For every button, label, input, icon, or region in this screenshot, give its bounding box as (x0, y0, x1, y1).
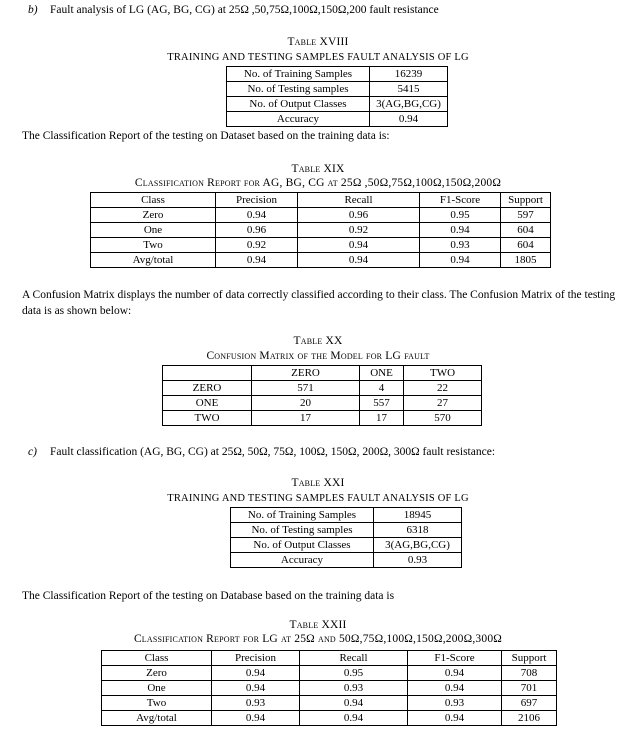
table-cell: 0.94 (298, 253, 420, 268)
table-row (227, 112, 448, 127)
table-cell: 697 (502, 696, 557, 711)
table-cell: 18945 (374, 508, 462, 523)
table-cell: 0.94 (216, 208, 298, 223)
table-cell: 3(AG,BG,CG) (370, 97, 448, 112)
section-c-text: Fault classification (AG, BG, CG) at 25Ω, 50Ω, 75Ω, 100Ω, 150Ω, 200Ω, 300Ω fault resistance: (50, 446, 496, 458)
table-cell: No. of Output Classes (227, 97, 370, 112)
table-cell: 0.94 (212, 711, 300, 726)
table-cell: Zero (91, 208, 216, 223)
table-row (163, 411, 482, 426)
column-header: ZERO (252, 366, 360, 381)
table-cell: Avg/total (91, 253, 216, 268)
table-cell: 604 (501, 238, 551, 253)
table-cell: 27 (404, 396, 482, 411)
table-row (231, 538, 462, 553)
table-cell: 4 (360, 381, 404, 396)
column-header: ONE (360, 366, 404, 381)
table-cell: 0.94 (408, 666, 502, 681)
table-cell: 0.93 (374, 553, 462, 568)
column-header: F1-Score (408, 651, 502, 666)
table-cell: 0.94 (300, 696, 408, 711)
table-cell: 2106 (502, 711, 557, 726)
table-cell: Accuracy (231, 553, 374, 568)
table-cell: 0.95 (300, 666, 408, 681)
table-cell: 0.94 (212, 666, 300, 681)
table-cell: One (91, 223, 216, 238)
table-cell: One (102, 681, 212, 696)
table-21 (230, 507, 462, 568)
column-header: TWO (404, 366, 482, 381)
table-20-number: Table XX (293, 335, 343, 347)
table-cell: 1805 (501, 253, 551, 268)
table-20-caption: Confusion Matrix of the Model for LG fault (206, 350, 430, 362)
table-cell: 570 (404, 411, 482, 426)
table-cell: 0.96 (298, 208, 420, 223)
column-header: F1-Score (420, 193, 501, 208)
table-cell: 17 (252, 411, 360, 426)
table-cell: 0.94 (212, 681, 300, 696)
table-18-caption: TRAINING AND TESTING SAMPLES FAULT ANALYSIS OF LG (167, 52, 469, 63)
table-cell: 0.94 (408, 681, 502, 696)
table-row (102, 666, 557, 681)
table-cell: No. of Testing samples (231, 523, 374, 538)
table-cell: 701 (502, 681, 557, 696)
table-cell: Two (91, 238, 216, 253)
table-cell: 3(AG,BG,CG) (374, 538, 462, 553)
table-cell: 0.94 (216, 253, 298, 268)
table-header-row (91, 193, 551, 208)
table-header-row (163, 366, 482, 381)
table-cell: 0.94 (420, 253, 501, 268)
table-20 (162, 365, 482, 426)
section-c-heading (28, 446, 495, 458)
table-row (227, 82, 448, 97)
section-b-heading (28, 4, 439, 16)
table-cell: 0.93 (212, 696, 300, 711)
paragraph-classification-report-b: The Classification Report of the testing on Dataset based on the training data is: (22, 130, 390, 142)
table-19-number: Table XIX (291, 163, 345, 175)
table-row (227, 67, 448, 82)
table-cell: 0.95 (420, 208, 501, 223)
table-cell: 0.94 (420, 223, 501, 238)
table-cell: 0.94 (298, 238, 420, 253)
table-row (227, 97, 448, 112)
table-row (102, 711, 557, 726)
table-cell: Two (102, 696, 212, 711)
table-cell: 0.93 (300, 681, 408, 696)
table-cell: 0.94 (300, 711, 408, 726)
table-21-number: Table XXI (291, 477, 345, 489)
table-cell: No. of Output Classes (231, 538, 374, 553)
table-row (231, 508, 462, 523)
table-cell: 0.96 (216, 223, 298, 238)
table-cell: Zero (102, 666, 212, 681)
table-cell: 0.94 (370, 112, 448, 127)
paragraph-classification-report-c: The Classification Report of the testing on Database based on the training data is (22, 590, 395, 602)
table-cell: 0.94 (408, 711, 502, 726)
section-c-label: c) (28, 446, 37, 458)
table-row (163, 381, 482, 396)
table-cell: 571 (252, 381, 360, 396)
table-cell: 22 (404, 381, 482, 396)
column-header: Support (502, 651, 557, 666)
column-header: Recall (298, 193, 420, 208)
table-cell: ONE (163, 396, 252, 411)
table-cell: 0.93 (420, 238, 501, 253)
table-22 (101, 650, 557, 726)
table-cell: Avg/total (102, 711, 212, 726)
table-cell: 0.92 (298, 223, 420, 238)
table-18 (226, 66, 448, 127)
table-row (102, 696, 557, 711)
table-cell: TWO (163, 411, 252, 426)
column-header: Precision (212, 651, 300, 666)
column-header: Recall (300, 651, 408, 666)
table-cell: 16239 (370, 67, 448, 82)
table-row (102, 681, 557, 696)
column-header (163, 366, 252, 381)
table-21-caption: TRAINING AND TESTING SAMPLES FAULT ANALYSIS OF LG (167, 493, 469, 504)
table-cell: 17 (360, 411, 404, 426)
table-row (163, 396, 482, 411)
table-cell: No. of Training Samples (231, 508, 374, 523)
table-cell: 597 (501, 208, 551, 223)
paragraph-confusion-matrix: A Confusion Matrix displays the number of data correctly classified according to their class. The Confusion Matrix of the testing data is as shown below: (22, 289, 616, 317)
table-19-caption: Classification Report for AG, BG, CG at 25Ω ,50Ω,75Ω,100Ω,150Ω,200Ω (134, 177, 502, 189)
column-header: Precision (216, 193, 298, 208)
table-row (91, 238, 551, 253)
table-row (231, 553, 462, 568)
table-18-number: Table XVIII (287, 36, 349, 48)
table-cell: 0.93 (408, 696, 502, 711)
table-22-number: Table XXII (289, 619, 347, 631)
table-cell: 557 (360, 396, 404, 411)
table-cell: 708 (502, 666, 557, 681)
column-header: Class (91, 193, 216, 208)
table-header-row (102, 651, 557, 666)
column-header: Class (102, 651, 212, 666)
table-row (91, 253, 551, 268)
table-cell: 0.92 (216, 238, 298, 253)
table-19 (90, 192, 551, 268)
table-row (91, 208, 551, 223)
table-row (231, 523, 462, 538)
table-cell: ZERO (163, 381, 252, 396)
table-cell: 20 (252, 396, 360, 411)
table-cell: 6318 (374, 523, 462, 538)
table-cell: Accuracy (227, 112, 370, 127)
table-22-caption: Classification Report for LG at 25Ω and 50Ω,75Ω,100Ω,150Ω,200Ω,300Ω (133, 633, 503, 645)
table-cell: 604 (501, 223, 551, 238)
section-b-label: b) (28, 4, 38, 16)
table-row (91, 223, 551, 238)
table-cell: No. of Training Samples (227, 67, 370, 82)
column-header: Support (501, 193, 551, 208)
table-cell: No. of Testing samples (227, 82, 370, 97)
table-cell: 5415 (370, 82, 448, 97)
section-b-text: Fault analysis of LG (AG, BG, CG) at 25Ω ,50,75Ω,100Ω,150Ω,200 fault resistance (50, 4, 439, 16)
